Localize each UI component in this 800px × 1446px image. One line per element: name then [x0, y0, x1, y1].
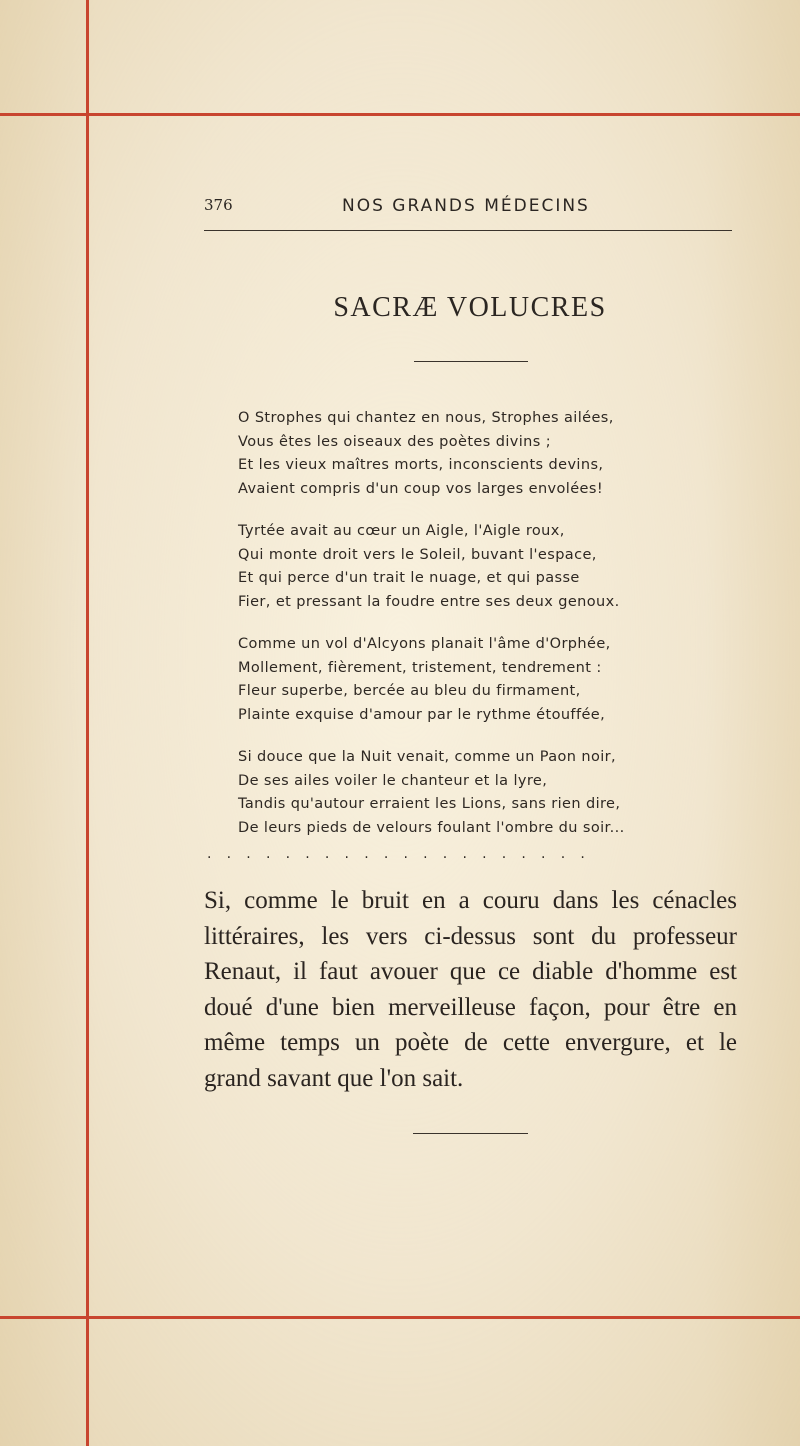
header-rule	[204, 230, 732, 231]
verse-line: Plainte exquise d'amour par le rythme étouffée,	[238, 706, 606, 723]
margin-rule-bottom	[0, 1316, 800, 1319]
title-divider	[414, 361, 528, 362]
prose-line: Renaut, il faut avouer que ce diable d'homme est	[204, 958, 737, 986]
margin-rule-vertical	[86, 0, 89, 1446]
running-head	[204, 196, 732, 220]
verse-line: De ses ailes voiler le chanteur et la lyre,	[238, 772, 548, 789]
margin-rule-top	[0, 113, 800, 116]
prose-line: Si, comme le bruit en a couru dans les cénacles	[204, 887, 737, 914]
verse-line: Et qui perce d'un trait le nuage, et qui passe	[238, 570, 580, 586]
stanza	[238, 633, 698, 727]
prose-line: doué d'une bien merveilleuse façon, pour être en	[204, 993, 737, 1021]
running-title: NOS GRANDS MÉDECINS	[342, 196, 590, 216]
verse-line: Qui monte droit vers le Soleil, buvant l'espace,	[238, 546, 597, 563]
verse-line: Fleur superbe, bercée au bleu du firmament,	[238, 683, 581, 699]
verse-line: Comme un vol d'Alcyons planait l'âme d'Orphée,	[238, 636, 611, 652]
prose-line: littéraires, les vers ci-dessus sont du professeur	[204, 922, 737, 950]
stanza	[238, 407, 698, 501]
stanza	[238, 746, 698, 840]
verse-line: Fier, et pressant la foudre entre ses deux genoux.	[238, 593, 620, 610]
poem-body	[238, 407, 698, 859]
ellipsis-row: ....................	[207, 846, 601, 862]
verse-line: De leurs pieds de velours foulant l'ombre du soir...	[238, 819, 625, 836]
stanza	[238, 520, 698, 614]
verse-line: Si douce que la Nuit venait, comme un Paon noir,	[238, 749, 617, 765]
prose-paragraph	[204, 883, 737, 1097]
verse-line: Avaient compris d'un coup vos larges envolées!	[238, 480, 604, 497]
poem-title: SACRÆ VOLUCRES	[333, 292, 607, 323]
verse-line: Et les vieux maîtres morts, inconscients devins,	[238, 457, 604, 473]
verse-line: Vous êtes les oiseaux des poètes divins ;	[238, 433, 551, 450]
closing-divider	[413, 1133, 528, 1134]
prose-line: même temps un poète de cette envergure, et le	[204, 1029, 737, 1057]
verse-line: Mollement, fièrement, tristement, tendrement :	[238, 659, 602, 676]
page-number: 376	[204, 196, 233, 214]
verse-line: Tandis qu'autour erraient les Lions, sans rien dire,	[238, 796, 621, 812]
prose-line: grand savant que l'on sait.	[204, 1064, 464, 1092]
verse-line: O Strophes qui chantez en nous, Strophes ailées,	[238, 410, 614, 426]
verse-line: Tyrtée avait au cœur un Aigle, l'Aigle roux,	[238, 523, 565, 539]
